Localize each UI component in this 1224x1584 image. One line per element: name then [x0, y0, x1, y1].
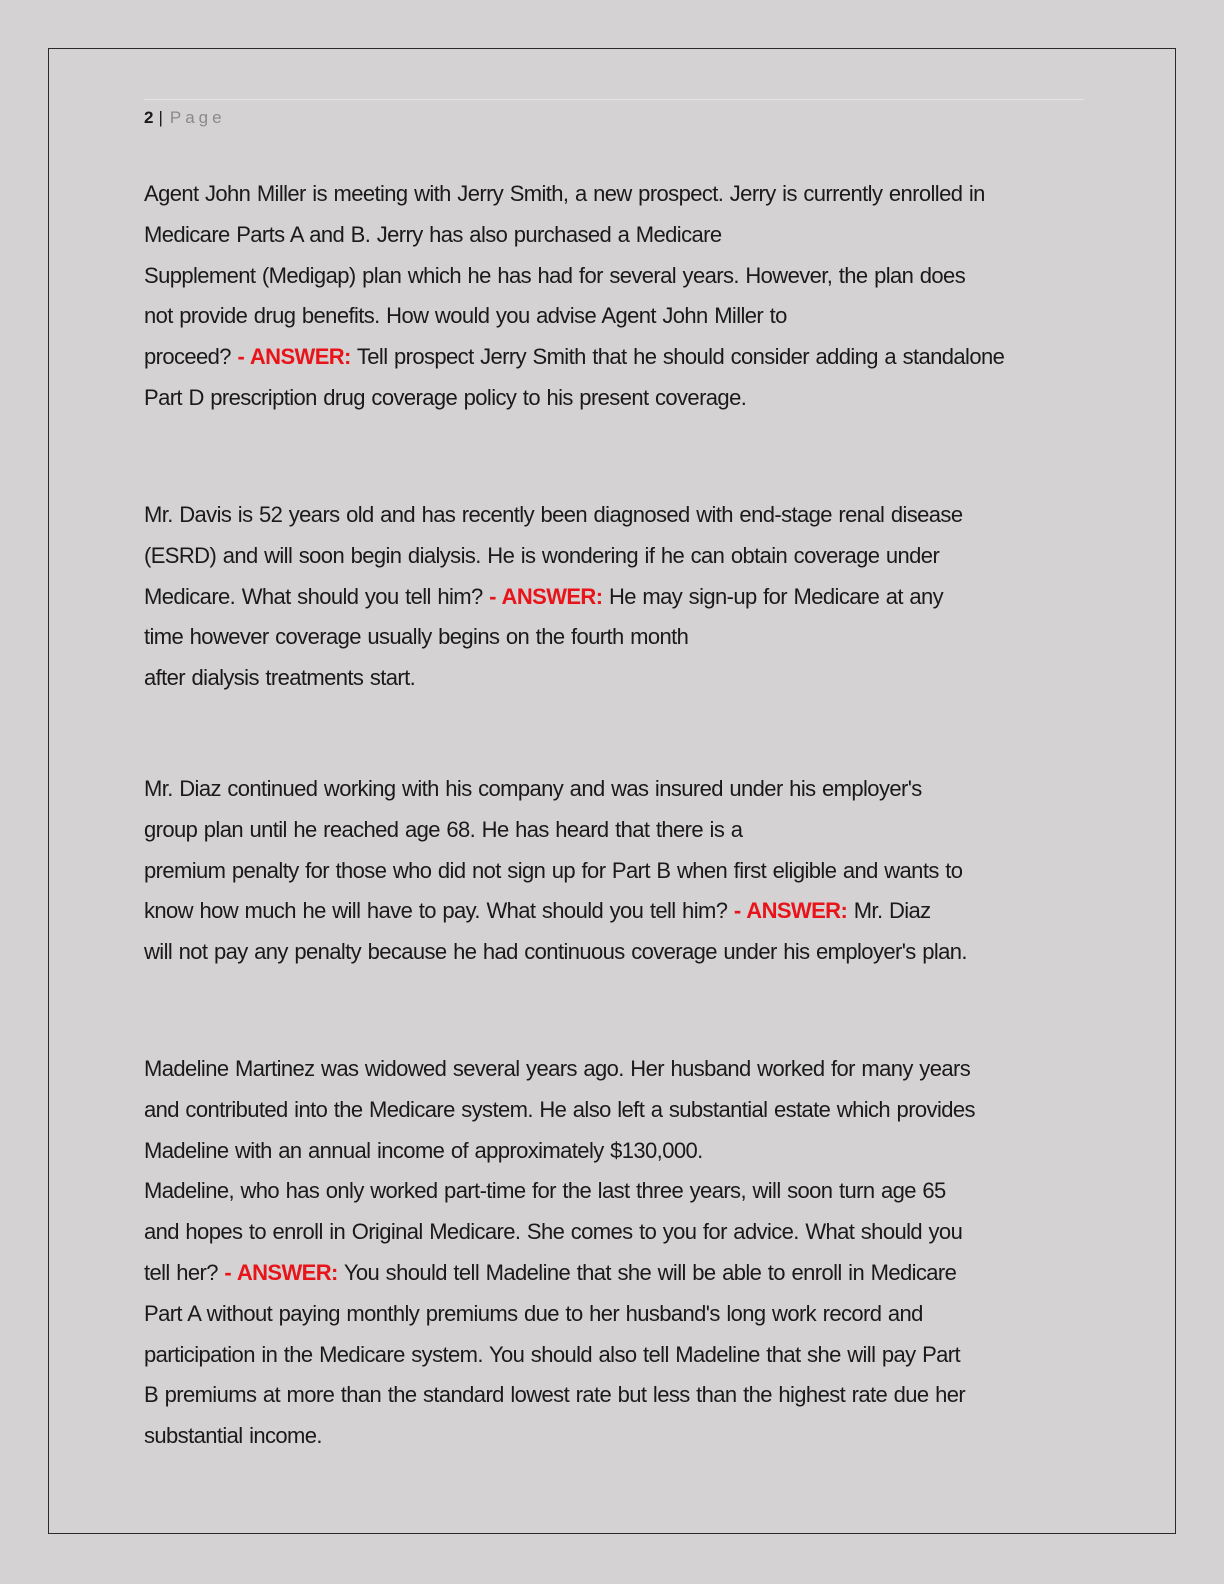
question-line: and contributed into the Medicare system. He also left a substantial estate which provides [144, 1096, 975, 1122]
question-line: premium penalty for those who did not sign up for Part B when first eligible and wants to [144, 857, 963, 883]
answer-text: You should tell Madeline that she will be able to enroll in Medicare [337, 1259, 957, 1285]
question-line: and hopes to enroll in Original Medicare. She comes to you for advice. What should you [144, 1219, 963, 1245]
answer-label: - ANSWER: [489, 583, 603, 609]
qa-block-4 [144, 1049, 1104, 1457]
answer-label: - ANSWER: [733, 898, 848, 924]
qa-block-1 [144, 174, 1104, 419]
page-separator: | [158, 108, 164, 127]
question-tail: proceed? [144, 344, 238, 370]
answer-line: Part A without paying monthly premiums due to her husband's long work record and [144, 1300, 923, 1326]
answer-text: He may sign-up for Medicare at any [602, 583, 944, 609]
answer-line [144, 577, 1104, 618]
answer-label: - ANSWER: [237, 344, 351, 370]
question-tail: know how much he will have to pay. What should you tell him? [144, 898, 734, 924]
answer-line [144, 891, 1104, 932]
qa-block-3 [144, 769, 1104, 973]
answer-line: B premiums at more than the standard lowest rate but less than the highest rate due her [144, 1382, 966, 1408]
page-number: 2 [144, 108, 155, 127]
question-line: Madeline with an annual income of approximately $130,000. [144, 1137, 703, 1163]
question-line: Mr. Davis is 52 years old and has recently been diagnosed with end-stage renal disease [144, 502, 963, 527]
question-line: not provide drug benefits. How would you advise Agent John Miller to [144, 303, 787, 329]
answer-label: - ANSWER: [224, 1259, 338, 1285]
question-line: (ESRD) and will soon begin dialysis. He is wondering if he can obtain coverage under [144, 542, 940, 568]
question-tail: Medicare. What should you tell him? [144, 583, 490, 609]
answer-line: after dialysis treatments start. [144, 665, 416, 691]
question-line: Agent John Miller is meeting with Jerry Smith, a new prospect. Jerry is currently enrolled in [144, 181, 985, 206]
question-tail: tell her? [144, 1259, 225, 1285]
answer-line: will not pay any penalty because he had continuous coverage under his employer's plan. [144, 939, 967, 965]
answer-text: Tell prospect Jerry Smith that he should consider adding a standalone [350, 344, 1005, 370]
answer-line [144, 337, 1104, 378]
answer-line: Part D prescription drug coverage policy to his present coverage. [144, 384, 747, 410]
question-line: Supplement (Medigap) plan which he has had for several years. However, the plan does [144, 262, 966, 288]
answer-line: substantial income. [144, 1423, 322, 1449]
question-line: Madeline Martinez was widowed several years ago. Her husband worked for many years [144, 1056, 971, 1081]
answer-line: time however coverage usually begins on the fourth month [144, 624, 689, 650]
question-line: Madeline, who has only worked part-time for the last three years, will soon turn age 65 [144, 1178, 946, 1204]
qa-block-2 [144, 495, 1104, 699]
header-rule [144, 99, 1084, 100]
question-line: Medicare Parts A and B. Jerry has also purchased a Medicare [144, 221, 722, 247]
page-word: Page [169, 108, 226, 127]
answer-text: Mr. Diaz [847, 898, 931, 924]
page-number-header [144, 108, 226, 128]
question-line: group plan until he reached age 68. He has heard that there is a [144, 816, 743, 842]
answer-line [144, 1253, 1104, 1294]
answer-line: participation in the Medicare system. You should also tell Madeline that she will pay Part [144, 1341, 961, 1367]
question-line: Mr. Diaz continued working with his company and was insured under his employer's [144, 776, 922, 801]
